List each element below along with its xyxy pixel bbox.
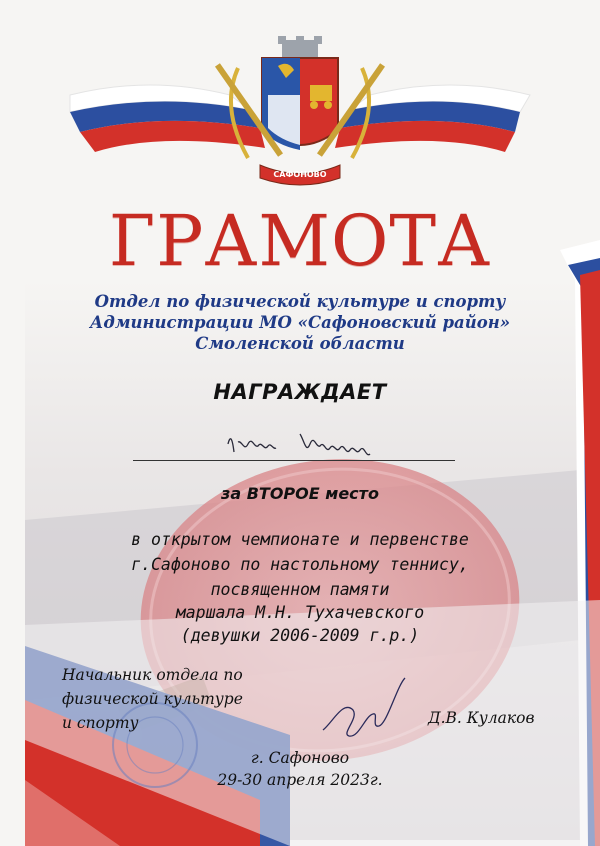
certificate-title: ГРАМОТА <box>108 200 492 282</box>
award-heading: НАГРАЖДАЕТ <box>213 380 387 404</box>
city-text: г. Сафоново <box>250 749 350 767</box>
signatory-title-line: Начальник отдела по <box>62 666 243 684</box>
signatory-title-line: и спорту <box>62 714 139 732</box>
description-line: в открытом чемпионате и первенстве <box>131 530 469 549</box>
signatory-name: Д.В. Кулаков <box>428 709 535 727</box>
signature-icon <box>315 675 415 745</box>
organization-line: Администрации МО «Сафоновский район» <box>89 313 511 332</box>
place-text: за ВТОРОЕ место <box>221 484 379 503</box>
signatory-title-line: физической культуре <box>62 690 243 708</box>
recipient-handwriting <box>180 424 440 464</box>
recipient-underline <box>133 460 455 461</box>
organization-line: Отдел по физической культуре и спорту <box>94 292 506 311</box>
emblem-ribbon-text: САФОНОВО <box>273 170 327 179</box>
date-text: 29-30 апреля 2023г. <box>217 771 383 789</box>
description-line: г.Сафоново по настольному теннису, <box>131 555 469 574</box>
organization-line: Смоленской области <box>195 334 405 353</box>
description-line: посвященном памяти <box>210 580 390 599</box>
description-line: (девушки 2006-2009 г.р.) <box>180 626 420 645</box>
description-line: маршала М.Н. Тухачевского <box>175 603 425 622</box>
